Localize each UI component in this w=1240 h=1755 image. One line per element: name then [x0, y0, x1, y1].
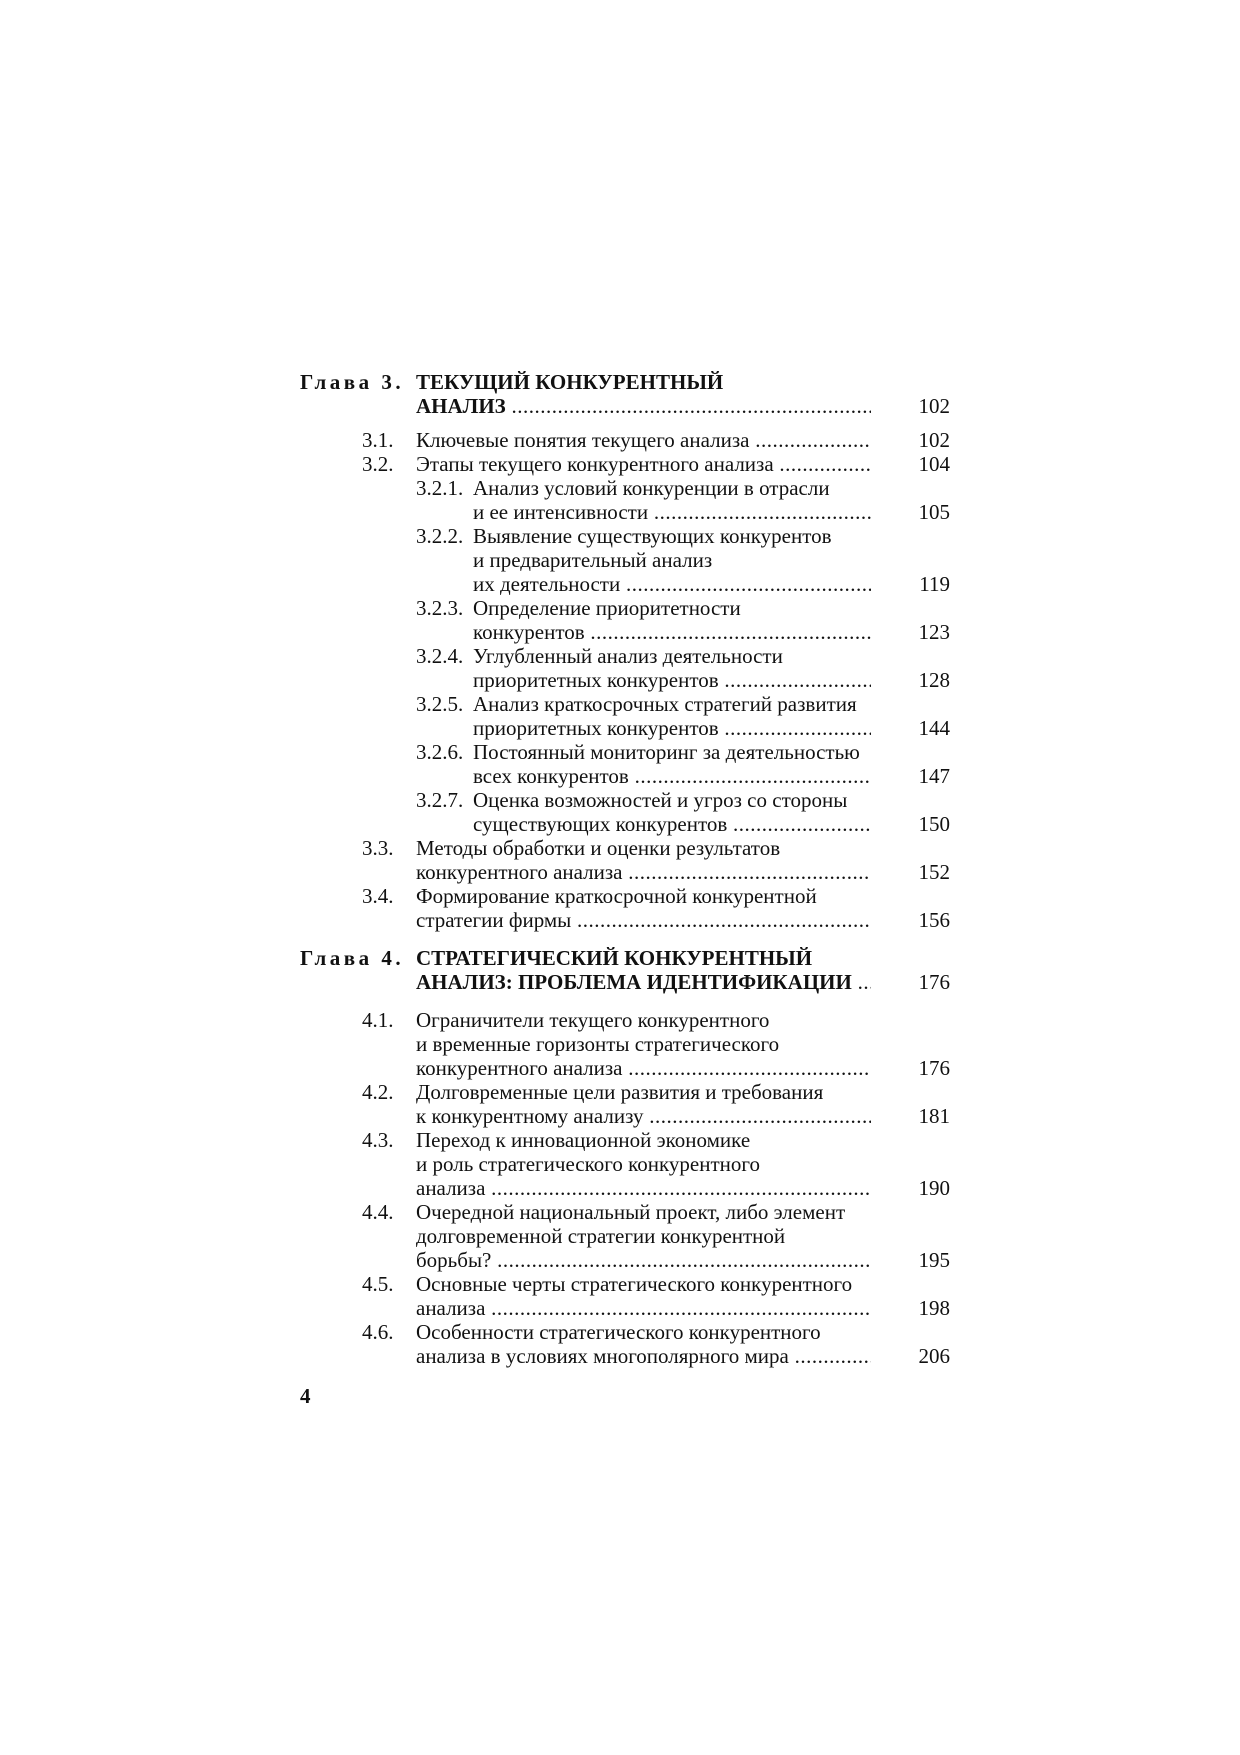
section-number: 3.4. [362, 884, 394, 908]
toc-entry-3-2-6 [300, 740, 950, 764]
section-title: стратегии фирмы ..... [416, 908, 871, 932]
toc-entry-3-2-1-cont [300, 500, 950, 524]
toc-entry-3-3-cont [300, 860, 950, 884]
section-number: 3.3. [362, 836, 394, 860]
page-ref: 152 [918, 860, 950, 884]
section-number: 3.2. [362, 452, 394, 476]
section-number: 4.1. [362, 1008, 394, 1032]
page-ref: 156 [918, 908, 950, 932]
subsection-number: 3.2.1. [416, 476, 464, 500]
toc-entry-3-2-5 [300, 692, 950, 716]
toc-entry-3-2-2 [300, 524, 950, 548]
toc-entry-4-6 [300, 1320, 950, 1344]
toc-entry-3-2-4 [300, 644, 950, 668]
subsection-title: Углубленный анализ деятельности [473, 644, 783, 668]
toc-entry-3-2-7 [300, 788, 950, 812]
page-ref: 119 [919, 572, 950, 596]
section-number: 4.5. [362, 1272, 394, 1296]
toc-entry-4-2-cont [300, 1104, 950, 1128]
chapter-4-heading [300, 946, 950, 970]
subsection-title: Выявление существующих конкурентов [473, 524, 832, 548]
toc-entry-4-4-cont [300, 1224, 950, 1248]
page-ref: 102 [918, 428, 950, 452]
page-ref: 176 [918, 1056, 950, 1080]
subsection-title: приоритетных конкурентов ..... [473, 668, 871, 692]
section-title: Особенности стратегического конкурентного [416, 1320, 821, 1344]
chapter-3-heading-cont [300, 394, 950, 418]
section-title: борьбы? ..... [416, 1248, 871, 1272]
page-ref: 147 [918, 764, 950, 788]
subsection-title: Определение приоритетности [473, 596, 741, 620]
section-title: Основные черты стратегического конкурентного [416, 1272, 853, 1296]
toc-entry-3-2-6-cont [300, 764, 950, 788]
page-ref: 206 [918, 1344, 950, 1368]
page-ref: 123 [918, 620, 950, 644]
page-ref: 105 [918, 500, 950, 524]
page-number: 4 [300, 1384, 311, 1408]
section-title: Формирование краткосрочной конкурентной [416, 884, 817, 908]
section-title: Ключевые понятия текущего анализа ..... [416, 428, 871, 452]
page-ref: 181 [918, 1104, 950, 1128]
page-ref: 198 [918, 1296, 950, 1320]
toc-entry-3-4-cont [300, 908, 950, 932]
subsection-title: Постоянный мониторинг за деятельностью [473, 740, 860, 764]
page-ref: 190 [918, 1176, 950, 1200]
toc-entry-4-3-cont [300, 1176, 950, 1200]
section-title: анализа ..... [416, 1296, 871, 1320]
toc-entry-3-2 [300, 452, 950, 476]
section-title: конкурентного анализа ..... [416, 860, 871, 884]
section-title: конкурентного анализа ..... [416, 1056, 871, 1080]
section-number: 4.2. [362, 1080, 394, 1104]
toc-entry-3-3 [300, 836, 950, 860]
subsection-title: существующих конкурентов ..... [473, 812, 871, 836]
chapter-title: СТРАТЕГИЧЕСКИЙ КОНКУРЕНТНЫЙ [416, 946, 813, 970]
toc-entry-3-4 [300, 884, 950, 908]
toc-entry-4-3-cont [300, 1152, 950, 1176]
chapter-label: Глава 4. [300, 946, 405, 970]
page-ref: 104 [918, 452, 950, 476]
page-ref: 144 [918, 716, 950, 740]
toc-entry-4-1 [300, 1008, 950, 1032]
subsection-title: конкурентов ..... [473, 620, 871, 644]
chapter-title: ТЕКУЩИЙ КОНКУРЕНТНЫЙ [416, 370, 724, 394]
section-title: Долговременные цели развития и требования [416, 1080, 824, 1104]
section-number: 4.6. [362, 1320, 394, 1344]
toc-entry-4-1-cont [300, 1032, 950, 1056]
subsection-number: 3.2.7. [416, 788, 464, 812]
section-title: и временные горизонты стратегического [416, 1032, 780, 1056]
section-title: Ограничители текущего конкурентного [416, 1008, 770, 1032]
toc-entry-4-1-cont [300, 1056, 950, 1080]
chapter-4-heading-cont [300, 970, 950, 994]
toc-entry-3-2-2-cont [300, 572, 950, 596]
toc-entry-3-1 [300, 428, 950, 452]
chapter-title: АНАЛИЗ: ПРОБЛЕМА ИДЕНТИФИКАЦИИ ..... [416, 970, 871, 994]
section-title: Переход к инновационной экономике [416, 1128, 751, 1152]
chapter-label: Глава 3. [300, 370, 405, 394]
section-title: анализа ..... [416, 1176, 871, 1200]
subsection-title: всех конкурентов ..... [473, 764, 871, 788]
subsection-title: и ее интенсивности ..... [473, 500, 871, 524]
toc-entry-3-2-4-cont [300, 668, 950, 692]
section-title: анализа в условиях многополярного мира ..... [416, 1344, 871, 1368]
section-title: Этапы текущего конкурентного анализа ..... [416, 452, 871, 476]
subsection-number: 3.2.5. [416, 692, 464, 716]
toc-entry-3-2-3 [300, 596, 950, 620]
section-number: 4.4. [362, 1200, 394, 1224]
page-ref: 102 [918, 394, 950, 418]
toc-entry-3-2-5-cont [300, 716, 950, 740]
toc-entry-4-2 [300, 1080, 950, 1104]
page-ref: 176 [918, 970, 950, 994]
chapter-3-heading [300, 370, 950, 394]
toc-entry-3-2-3-cont [300, 620, 950, 644]
toc-entry-3-2-1 [300, 476, 950, 500]
subsection-number: 3.2.4. [416, 644, 464, 668]
page-ref: 150 [918, 812, 950, 836]
toc-entry-4-5-cont [300, 1296, 950, 1320]
toc-entry-4-4 [300, 1200, 950, 1224]
toc-entry-4-6-cont [300, 1344, 950, 1368]
subsection-title: Оценка возможностей и угроз со стороны [473, 788, 848, 812]
subsection-number: 3.2.6. [416, 740, 464, 764]
subsection-title: их деятельности ..... [473, 572, 871, 596]
section-title: Очередной национальный проект, либо элемент [416, 1200, 846, 1224]
page-ref: 195 [918, 1248, 950, 1272]
toc-entry-4-3 [300, 1128, 950, 1152]
subsection-title: приоритетных конкурентов ..... [473, 716, 871, 740]
section-title: Методы обработки и оценки результатов [416, 836, 781, 860]
page-ref: 128 [918, 668, 950, 692]
subsection-title: и предварительный анализ [473, 548, 713, 572]
subsection-title: Анализ краткосрочных стратегий развития [473, 692, 857, 716]
subsection-title: Анализ условий конкуренции в отрасли [473, 476, 830, 500]
toc-entry-4-5 [300, 1272, 950, 1296]
toc-entry-3-2-2-cont [300, 548, 950, 572]
section-title: и роль стратегического конкурентного [416, 1152, 760, 1176]
toc-entry-3-2-7-cont [300, 812, 950, 836]
toc-entry-4-4-cont [300, 1248, 950, 1272]
table-of-contents [300, 370, 950, 1368]
section-number: 3.1. [362, 428, 394, 452]
section-title: к конкурентному анализу ..... [416, 1104, 871, 1128]
subsection-number: 3.2.3. [416, 596, 464, 620]
section-title: долговременной стратегии конкурентной [416, 1224, 786, 1248]
chapter-title: АНАЛИЗ ..... [416, 394, 871, 418]
section-number: 4.3. [362, 1128, 394, 1152]
subsection-number: 3.2.2. [416, 524, 464, 548]
